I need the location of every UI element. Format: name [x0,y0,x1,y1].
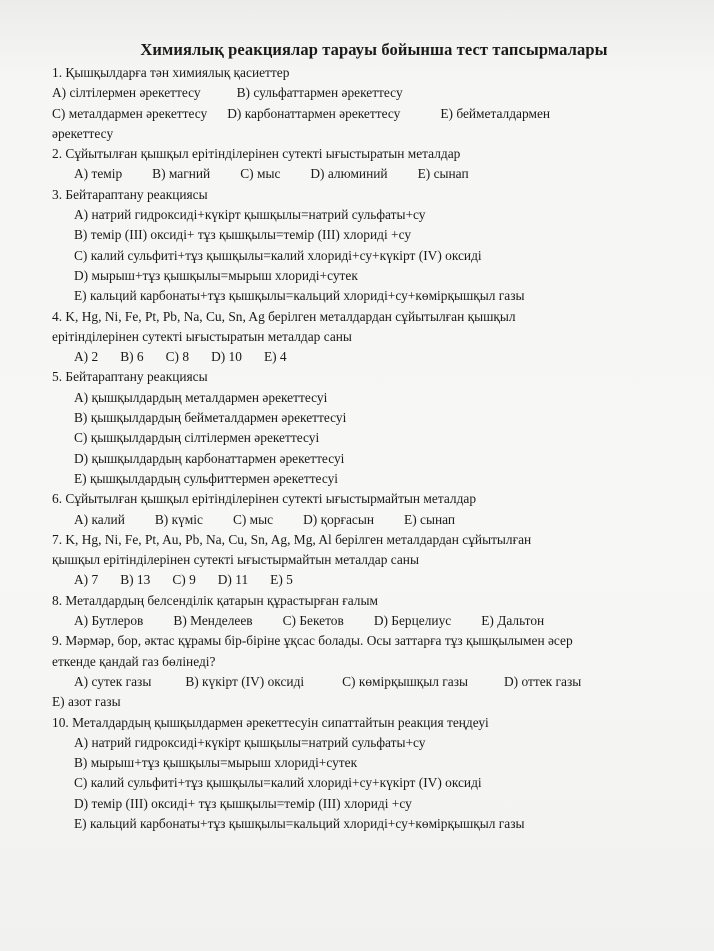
question-line: 3. Бейтараптану реакциясы [52,186,208,202]
question-line: 6. Сұйытылған қышқыл ерітінділерінен сутекті ығыстырмайтын металдар [52,491,477,507]
answer-option: D) оттек газы [504,673,582,689]
answer-option: C) 9 [172,572,196,588]
answer-option: E) кальций карбонаты+тұз қышқылы=кальций хлориді+су+көмірқышқыл газы [74,815,525,831]
answer-option: A) калий [74,511,125,527]
answer-options-line [52,388,696,408]
answer-option: E) сынап [404,511,456,527]
answer-option: E) қышқылдардың сульфиттермен әрекеттесуі [74,470,339,486]
answer-option: A) қышқылдардың металдармен әрекеттесуі [74,389,328,405]
answer-option: A) 7 [74,572,99,588]
question-line: 1. Қышқылдарға тән химиялық қасиеттер [52,65,290,80]
answer-option: A) 2 [74,349,99,365]
answer-option: C) металдармен әрекеттесу [52,105,208,121]
test-content [52,63,696,834]
question-line: қышқыл ерітінділерінен сутекті ығыстырмайтын металдар саны [52,552,419,568]
answer-options-line [52,347,696,367]
answer-option: C) Бекетов [282,613,344,629]
answer-options-line [52,510,696,530]
question-line: 10. Металдардың қышқылдармен әрекеттесуін сипаттайтын реакция теңдеуі [52,714,489,730]
answer-option: E) 4 [263,349,287,365]
question-line: 2. Сұйытылған қышқыл ерітінділерінен сутекті ығыстыратын металдар [52,146,461,162]
answer-option: B) 13 [120,572,151,588]
answer-option: B) күкірт (IV) оксиді [185,673,305,689]
answer-option: B) қышқылдардың бейметалдармен әрекеттесуі [74,410,347,426]
answer-options-line [52,83,696,103]
answer-option: A) сілтілермен әрекеттесу [52,85,201,101]
answer-options-line [52,794,696,814]
answer-option: D) 10 [211,349,242,365]
answer-option: B) магний [152,166,211,182]
question-line: E) азот газы [52,694,121,710]
answer-options-line [52,225,696,245]
answer-options-line [52,773,696,793]
question-line: 7. K, Hg, Ni, Fe, Pt, Au, Pb, Na, Cu, Sn, Ag, Mg, Al берілген металдардан сұйытылған [52,531,532,547]
answer-options-line [52,814,696,834]
answer-option: A) сутек газы [74,673,152,689]
answer-options-line [52,266,696,286]
answer-options-line [52,408,696,428]
answer-options-line [52,104,696,124]
answer-options-line [52,753,696,773]
answer-options-line [52,428,696,448]
answer-option: C) көмірқышқыл газы [342,673,469,689]
answer-options-line [52,570,696,590]
question-line: ерітінділерінен сутекті ығыстыратын металдар саны [52,328,352,344]
question-line: 5. Бейтараптану реакциясы [52,369,208,385]
answer-option: E) сынап [417,166,469,182]
question-line: әрекеттесу [52,125,114,141]
answer-option: C) мыс [232,511,274,527]
answer-option: B) мырыш+тұз қышқылы=мырыш хлориді+сутек [74,755,358,771]
question-line: 4. K, Hg, Ni, Fe, Pt, Pb, Na, Cu, Sn, Ag берілген металдардан сұйытылған қышқыл [52,308,516,324]
answer-option: E) Дальтон [481,613,545,629]
answer-option: E) кальций карбонаты+тұз қышқылы=кальций хлориді+су+көмірқышқыл газы [74,288,525,304]
answer-option: B) сульфаттармен әрекеттесу [236,85,403,101]
answer-option: D) Берцелиус [373,613,452,629]
answer-option: D) қышқылдардың карбонаттармен әрекеттесуі [74,450,345,466]
answer-options-line [52,469,696,489]
answer-option: D) алюминий [310,166,388,182]
question-line: еткенде қандай газ бөлінеді? [52,653,216,669]
answer-option: C) калий сульфиті+тұз қышқылы=калий хлориді+су+күкірт (IV) оксиді [74,775,482,791]
answer-option: D) қорғасын [303,511,375,527]
answer-option: A) Бутлеров [74,613,144,629]
answer-options-line [52,611,696,631]
answer-options-line [52,246,696,266]
answer-option: C) калий сульфиті+тұз қышқылы=калий хлориді+су+күкірт (IV) оксиді [74,247,482,263]
answer-option: C) қышқылдардың сілтілермен әрекеттесуі [74,430,320,446]
answer-option: D) мырыш+тұз қышқылы=мырыш хлориді+сутек [74,267,358,283]
answer-option: A) натрий гидроксиді+күкірт қышқылы=натрий сульфаты+су [74,207,426,223]
answer-option: C) мыс [240,166,281,182]
answer-options-line [52,733,696,753]
answer-option: B) Менделеев [173,613,253,629]
answer-option: D) темір (III) оксиді+ тұз қышқылы=темір (III) хлориді +су [74,795,412,811]
answer-options-line [52,164,696,184]
answer-option: D) карбонаттармен әрекеттесу [227,105,401,121]
answer-option: D) 11 [217,572,249,588]
answer-options-line [52,672,696,692]
answer-option: A) темір [74,166,123,182]
page-title: Химиялық реакциялар тарауы бойынша тест тапсырмалары [140,40,608,59]
answer-option: A) натрий гидроксиді+күкірт қышқылы=натрий сульфаты+су [74,734,426,750]
answer-options-line [52,449,696,469]
answer-option: B) темір (III) оксиді+ тұз қышқылы=темір (III) хлориді +су [74,227,412,243]
answer-option: B) 6 [120,349,144,365]
answer-options-line [52,286,696,306]
question-line: 8. Металдардың белсенділік қатарын құрастырған ғалым [52,592,378,608]
answer-option: B) күміс [154,511,203,527]
question-line: 9. Мәрмәр, бор, әктас құрамы бір-біріне ұқсас болады. Осы заттарға тұз қышқылымен әсер [52,633,573,649]
answer-option: C) 8 [165,349,190,365]
answer-option: E) бейметалдармен [440,105,551,121]
answer-option: E) 5 [270,572,293,588]
answer-options-line [52,205,696,225]
